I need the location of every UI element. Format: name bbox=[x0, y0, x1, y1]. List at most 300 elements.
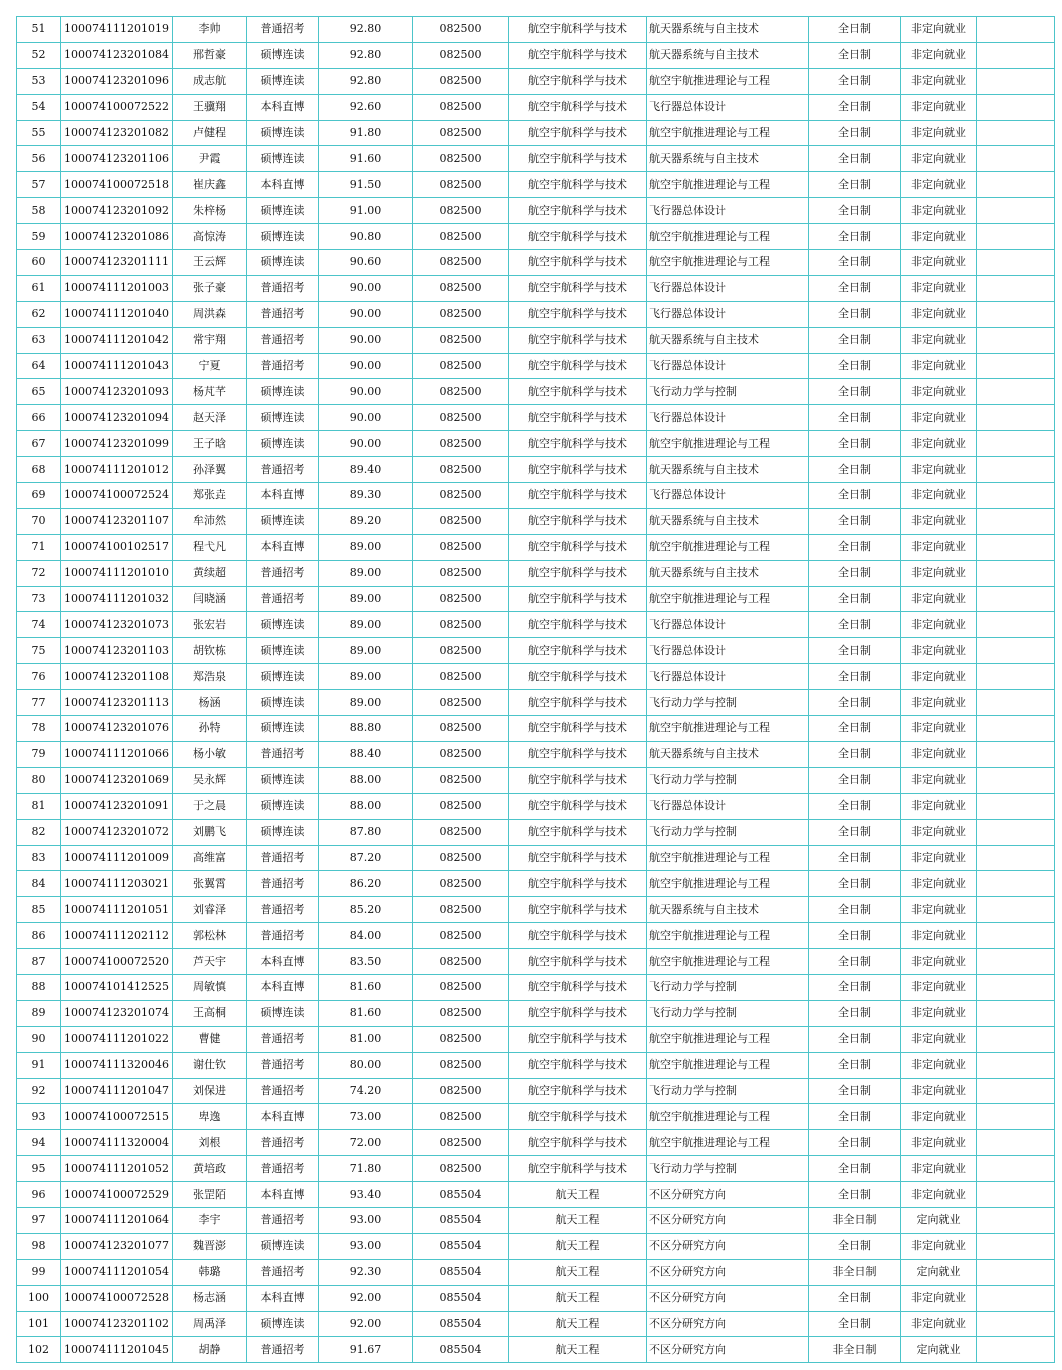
candidate-id-cell: 100074111201009 bbox=[61, 845, 173, 871]
score-cell: 89.00 bbox=[319, 586, 413, 612]
admission-type-cell: 硕博连读 bbox=[247, 379, 319, 405]
table-row bbox=[17, 68, 1055, 94]
candidate-id-cell: 100074111201045 bbox=[61, 1337, 173, 1363]
table-row bbox=[17, 120, 1055, 146]
name-cell: 王云辉 bbox=[173, 250, 247, 276]
major-code-cell: 085504 bbox=[413, 1311, 509, 1337]
admission-type-cell: 硕博连读 bbox=[247, 198, 319, 224]
employment-type-cell: 非定向就业 bbox=[901, 94, 977, 120]
remark-cell bbox=[977, 327, 1055, 353]
research-direction-cell: 飞行动力学与控制 bbox=[647, 767, 809, 793]
candidate-id-cell: 100074111201003 bbox=[61, 275, 173, 301]
major-name-cell: 航空宇航科学与技术 bbox=[509, 949, 647, 975]
table-row bbox=[17, 819, 1055, 845]
score-cell: 92.80 bbox=[319, 17, 413, 43]
remark-cell bbox=[977, 146, 1055, 172]
employment-type-cell: 非定向就业 bbox=[901, 586, 977, 612]
name-cell: 王子晗 bbox=[173, 431, 247, 457]
admission-type-cell: 本科直博 bbox=[247, 172, 319, 198]
study-mode-cell: 全日制 bbox=[809, 1311, 901, 1337]
remark-cell bbox=[977, 845, 1055, 871]
candidate-id-cell: 100074123201082 bbox=[61, 120, 173, 146]
employment-type-cell: 非定向就业 bbox=[901, 638, 977, 664]
candidate-id-cell: 100074123201113 bbox=[61, 690, 173, 716]
study-mode-cell: 全日制 bbox=[809, 146, 901, 172]
major-code-cell: 082500 bbox=[413, 534, 509, 560]
seq-cell: 87 bbox=[17, 949, 61, 975]
seq-cell: 77 bbox=[17, 690, 61, 716]
seq-cell: 96 bbox=[17, 1182, 61, 1208]
remark-cell bbox=[977, 974, 1055, 1000]
table-row bbox=[17, 974, 1055, 1000]
research-direction-cell: 航空宇航推进理论与工程 bbox=[647, 871, 809, 897]
table-row bbox=[17, 1130, 1055, 1156]
candidate-id-cell: 100074123201108 bbox=[61, 664, 173, 690]
score-cell: 81.60 bbox=[319, 1000, 413, 1026]
candidate-id-cell: 100074111320004 bbox=[61, 1130, 173, 1156]
major-code-cell: 085504 bbox=[413, 1259, 509, 1285]
score-cell: 88.40 bbox=[319, 741, 413, 767]
research-direction-cell: 飞行动力学与控制 bbox=[647, 379, 809, 405]
candidate-id-cell: 100074123201076 bbox=[61, 716, 173, 742]
study-mode-cell: 全日制 bbox=[809, 198, 901, 224]
remark-cell bbox=[977, 793, 1055, 819]
name-cell: 赵天泽 bbox=[173, 405, 247, 431]
study-mode-cell: 全日制 bbox=[809, 819, 901, 845]
remark-cell bbox=[977, 1156, 1055, 1182]
major-name-cell: 航空宇航科学与技术 bbox=[509, 534, 647, 560]
research-direction-cell: 航天器系统与自主技术 bbox=[647, 560, 809, 586]
admission-type-cell: 本科直博 bbox=[247, 483, 319, 509]
employment-type-cell: 非定向就业 bbox=[901, 301, 977, 327]
score-cell: 89.00 bbox=[319, 560, 413, 586]
admission-type-cell: 硕博连读 bbox=[247, 1311, 319, 1337]
study-mode-cell: 全日制 bbox=[809, 1026, 901, 1052]
name-cell: 郑浩泉 bbox=[173, 664, 247, 690]
name-cell: 崔庆鑫 bbox=[173, 172, 247, 198]
major-code-cell: 082500 bbox=[413, 353, 509, 379]
score-cell: 90.00 bbox=[319, 327, 413, 353]
name-cell: 刘保进 bbox=[173, 1078, 247, 1104]
research-direction-cell: 飞行器总体设计 bbox=[647, 353, 809, 379]
score-cell: 81.60 bbox=[319, 974, 413, 1000]
seq-cell: 92 bbox=[17, 1078, 61, 1104]
remark-cell bbox=[977, 1207, 1055, 1233]
score-cell: 92.00 bbox=[319, 1285, 413, 1311]
study-mode-cell: 全日制 bbox=[809, 690, 901, 716]
major-name-cell: 航天工程 bbox=[509, 1285, 647, 1311]
table-row bbox=[17, 1207, 1055, 1233]
admission-type-cell: 本科直博 bbox=[247, 534, 319, 560]
research-direction-cell: 航空宇航推进理论与工程 bbox=[647, 250, 809, 276]
research-direction-cell: 航空宇航推进理论与工程 bbox=[647, 1026, 809, 1052]
admission-type-cell: 硕博连读 bbox=[247, 508, 319, 534]
score-cell: 87.80 bbox=[319, 819, 413, 845]
name-cell: 李宇 bbox=[173, 1207, 247, 1233]
research-direction-cell: 不区分研究方向 bbox=[647, 1207, 809, 1233]
research-direction-cell: 航空宇航推进理论与工程 bbox=[647, 534, 809, 560]
research-direction-cell: 飞行器总体设计 bbox=[647, 638, 809, 664]
study-mode-cell: 全日制 bbox=[809, 1233, 901, 1259]
major-name-cell: 航空宇航科学与技术 bbox=[509, 690, 647, 716]
score-cell: 90.00 bbox=[319, 405, 413, 431]
candidate-id-cell: 100074100072522 bbox=[61, 94, 173, 120]
remark-cell bbox=[977, 690, 1055, 716]
major-code-cell: 082500 bbox=[413, 612, 509, 638]
name-cell: 谢仕钦 bbox=[173, 1052, 247, 1078]
major-code-cell: 085504 bbox=[413, 1182, 509, 1208]
remark-cell bbox=[977, 664, 1055, 690]
major-code-cell: 082500 bbox=[413, 741, 509, 767]
candidate-id-cell: 100074123201069 bbox=[61, 767, 173, 793]
candidate-id-cell: 100074123201073 bbox=[61, 612, 173, 638]
admission-type-cell: 普通招考 bbox=[247, 560, 319, 586]
research-direction-cell: 飞行器总体设计 bbox=[647, 405, 809, 431]
admission-type-cell: 普通招考 bbox=[247, 1156, 319, 1182]
score-cell: 90.00 bbox=[319, 353, 413, 379]
score-cell: 92.80 bbox=[319, 68, 413, 94]
seq-cell: 89 bbox=[17, 1000, 61, 1026]
employment-type-cell: 非定向就业 bbox=[901, 923, 977, 949]
admission-type-cell: 硕博连读 bbox=[247, 690, 319, 716]
table-row bbox=[17, 612, 1055, 638]
major-code-cell: 082500 bbox=[413, 508, 509, 534]
major-code-cell: 082500 bbox=[413, 1104, 509, 1130]
major-code-cell: 082500 bbox=[413, 845, 509, 871]
study-mode-cell: 全日制 bbox=[809, 1052, 901, 1078]
table-row bbox=[17, 1311, 1055, 1337]
score-cell: 90.00 bbox=[319, 301, 413, 327]
table-row bbox=[17, 301, 1055, 327]
employment-type-cell: 非定向就业 bbox=[901, 690, 977, 716]
research-direction-cell: 不区分研究方向 bbox=[647, 1285, 809, 1311]
major-code-cell: 082500 bbox=[413, 42, 509, 68]
candidate-id-cell: 100074111203021 bbox=[61, 871, 173, 897]
candidate-id-cell: 100074100102517 bbox=[61, 534, 173, 560]
study-mode-cell: 全日制 bbox=[809, 508, 901, 534]
table-row bbox=[17, 172, 1055, 198]
table-row bbox=[17, 664, 1055, 690]
remark-cell bbox=[977, 586, 1055, 612]
seq-cell: 70 bbox=[17, 508, 61, 534]
major-code-cell: 082500 bbox=[413, 327, 509, 353]
score-cell: 89.20 bbox=[319, 508, 413, 534]
admission-roster-table bbox=[16, 16, 1055, 1363]
candidate-id-cell: 100074123201072 bbox=[61, 819, 173, 845]
research-direction-cell: 航天器系统与自主技术 bbox=[647, 508, 809, 534]
employment-type-cell: 非定向就业 bbox=[901, 1130, 977, 1156]
candidate-id-cell: 100074111320046 bbox=[61, 1052, 173, 1078]
name-cell: 吴永辉 bbox=[173, 767, 247, 793]
study-mode-cell: 全日制 bbox=[809, 353, 901, 379]
employment-type-cell: 非定向就业 bbox=[901, 405, 977, 431]
name-cell: 刘根 bbox=[173, 1130, 247, 1156]
admission-type-cell: 硕博连读 bbox=[247, 405, 319, 431]
major-name-cell: 航空宇航科学与技术 bbox=[509, 1130, 647, 1156]
candidate-id-cell: 100074123201099 bbox=[61, 431, 173, 457]
seq-cell: 82 bbox=[17, 819, 61, 845]
major-name-cell: 航空宇航科学与技术 bbox=[509, 250, 647, 276]
major-name-cell: 航天工程 bbox=[509, 1233, 647, 1259]
name-cell: 郑张垚 bbox=[173, 483, 247, 509]
score-cell: 81.00 bbox=[319, 1026, 413, 1052]
name-cell: 张翼霄 bbox=[173, 871, 247, 897]
remark-cell bbox=[977, 120, 1055, 146]
score-cell: 88.00 bbox=[319, 793, 413, 819]
score-cell: 92.00 bbox=[319, 1311, 413, 1337]
major-code-cell: 082500 bbox=[413, 172, 509, 198]
seq-cell: 64 bbox=[17, 353, 61, 379]
major-name-cell: 航空宇航科学与技术 bbox=[509, 146, 647, 172]
major-code-cell: 082500 bbox=[413, 301, 509, 327]
name-cell: 王高桐 bbox=[173, 1000, 247, 1026]
seq-cell: 75 bbox=[17, 638, 61, 664]
name-cell: 孙特 bbox=[173, 716, 247, 742]
table-row bbox=[17, 198, 1055, 224]
table-row bbox=[17, 586, 1055, 612]
employment-type-cell: 非定向就业 bbox=[901, 483, 977, 509]
major-code-cell: 082500 bbox=[413, 638, 509, 664]
admission-type-cell: 硕博连读 bbox=[247, 612, 319, 638]
study-mode-cell: 全日制 bbox=[809, 974, 901, 1000]
name-cell: 李帅 bbox=[173, 17, 247, 43]
admission-type-cell: 硕博连读 bbox=[247, 431, 319, 457]
seq-cell: 67 bbox=[17, 431, 61, 457]
candidate-id-cell: 100074123201091 bbox=[61, 793, 173, 819]
score-cell: 91.50 bbox=[319, 172, 413, 198]
seq-cell: 101 bbox=[17, 1311, 61, 1337]
name-cell: 杨涵 bbox=[173, 690, 247, 716]
candidate-id-cell: 100074111201064 bbox=[61, 1207, 173, 1233]
major-name-cell: 航空宇航科学与技术 bbox=[509, 586, 647, 612]
table-row bbox=[17, 690, 1055, 716]
employment-type-cell: 非定向就业 bbox=[901, 17, 977, 43]
employment-type-cell: 非定向就业 bbox=[901, 1182, 977, 1208]
study-mode-cell: 全日制 bbox=[809, 767, 901, 793]
major-code-cell: 082500 bbox=[413, 871, 509, 897]
name-cell: 魏晋澎 bbox=[173, 1233, 247, 1259]
name-cell: 孙泽翼 bbox=[173, 457, 247, 483]
study-mode-cell: 全日制 bbox=[809, 483, 901, 509]
research-direction-cell: 不区分研究方向 bbox=[647, 1233, 809, 1259]
candidate-id-cell: 100074100072518 bbox=[61, 172, 173, 198]
admission-type-cell: 本科直博 bbox=[247, 1104, 319, 1130]
study-mode-cell: 全日制 bbox=[809, 1182, 901, 1208]
seq-cell: 66 bbox=[17, 405, 61, 431]
table-row bbox=[17, 1078, 1055, 1104]
remark-cell bbox=[977, 534, 1055, 560]
study-mode-cell: 全日制 bbox=[809, 379, 901, 405]
seq-cell: 84 bbox=[17, 871, 61, 897]
remark-cell bbox=[977, 767, 1055, 793]
major-name-cell: 航天工程 bbox=[509, 1182, 647, 1208]
score-cell: 90.80 bbox=[319, 224, 413, 250]
admission-type-cell: 硕博连读 bbox=[247, 638, 319, 664]
name-cell: 芦天宇 bbox=[173, 949, 247, 975]
score-cell: 86.20 bbox=[319, 871, 413, 897]
seq-cell: 83 bbox=[17, 845, 61, 871]
admission-type-cell: 硕博连读 bbox=[247, 146, 319, 172]
name-cell: 周敏慎 bbox=[173, 974, 247, 1000]
table-row bbox=[17, 94, 1055, 120]
major-name-cell: 航空宇航科学与技术 bbox=[509, 819, 647, 845]
seq-cell: 54 bbox=[17, 94, 61, 120]
table-row bbox=[17, 353, 1055, 379]
major-name-cell: 航空宇航科学与技术 bbox=[509, 974, 647, 1000]
research-direction-cell: 飞行器总体设计 bbox=[647, 94, 809, 120]
admission-type-cell: 硕博连读 bbox=[247, 68, 319, 94]
name-cell: 刘睿泽 bbox=[173, 897, 247, 923]
admission-type-cell: 普通招考 bbox=[247, 1259, 319, 1285]
research-direction-cell: 不区分研究方向 bbox=[647, 1182, 809, 1208]
major-code-cell: 082500 bbox=[413, 94, 509, 120]
table-row bbox=[17, 250, 1055, 276]
table-row bbox=[17, 431, 1055, 457]
research-direction-cell: 航空宇航推进理论与工程 bbox=[647, 923, 809, 949]
employment-type-cell: 定向就业 bbox=[901, 1337, 977, 1363]
score-cell: 74.20 bbox=[319, 1078, 413, 1104]
remark-cell bbox=[977, 457, 1055, 483]
name-cell: 杨芃芊 bbox=[173, 379, 247, 405]
candidate-id-cell: 100074123201103 bbox=[61, 638, 173, 664]
remark-cell bbox=[977, 1285, 1055, 1311]
employment-type-cell: 非定向就业 bbox=[901, 275, 977, 301]
name-cell: 常宇翔 bbox=[173, 327, 247, 353]
name-cell: 卢健程 bbox=[173, 120, 247, 146]
table-row bbox=[17, 845, 1055, 871]
major-name-cell: 航空宇航科学与技术 bbox=[509, 1078, 647, 1104]
candidate-id-cell: 100074111201042 bbox=[61, 327, 173, 353]
admission-type-cell: 普通招考 bbox=[247, 1052, 319, 1078]
research-direction-cell: 航空宇航推进理论与工程 bbox=[647, 120, 809, 146]
admission-type-cell: 普通招考 bbox=[247, 1207, 319, 1233]
name-cell: 张罡陌 bbox=[173, 1182, 247, 1208]
remark-cell bbox=[977, 405, 1055, 431]
research-direction-cell: 飞行动力学与控制 bbox=[647, 1078, 809, 1104]
study-mode-cell: 全日制 bbox=[809, 741, 901, 767]
study-mode-cell: 全日制 bbox=[809, 224, 901, 250]
admission-type-cell: 硕博连读 bbox=[247, 664, 319, 690]
employment-type-cell: 非定向就业 bbox=[901, 224, 977, 250]
remark-cell bbox=[977, 612, 1055, 638]
major-code-cell: 082500 bbox=[413, 1000, 509, 1026]
major-name-cell: 航空宇航科学与技术 bbox=[509, 198, 647, 224]
remark-cell bbox=[977, 508, 1055, 534]
score-cell: 91.67 bbox=[319, 1337, 413, 1363]
major-name-cell: 航天工程 bbox=[509, 1207, 647, 1233]
major-code-cell: 085504 bbox=[413, 1233, 509, 1259]
seq-cell: 93 bbox=[17, 1104, 61, 1130]
name-cell: 周洪森 bbox=[173, 301, 247, 327]
study-mode-cell: 全日制 bbox=[809, 1104, 901, 1130]
admission-type-cell: 本科直博 bbox=[247, 1285, 319, 1311]
major-name-cell: 航空宇航科学与技术 bbox=[509, 68, 647, 94]
employment-type-cell: 非定向就业 bbox=[901, 560, 977, 586]
table-row bbox=[17, 275, 1055, 301]
name-cell: 胡钦栋 bbox=[173, 638, 247, 664]
major-name-cell: 航空宇航科学与技术 bbox=[509, 923, 647, 949]
research-direction-cell: 不区分研究方向 bbox=[647, 1311, 809, 1337]
score-cell: 89.00 bbox=[319, 664, 413, 690]
remark-cell bbox=[977, 1078, 1055, 1104]
remark-cell bbox=[977, 275, 1055, 301]
major-code-cell: 082500 bbox=[413, 716, 509, 742]
study-mode-cell: 全日制 bbox=[809, 431, 901, 457]
research-direction-cell: 飞行器总体设计 bbox=[647, 483, 809, 509]
study-mode-cell: 全日制 bbox=[809, 68, 901, 94]
study-mode-cell: 全日制 bbox=[809, 42, 901, 68]
candidate-id-cell: 100074123201092 bbox=[61, 198, 173, 224]
seq-cell: 59 bbox=[17, 224, 61, 250]
admission-type-cell: 普通招考 bbox=[247, 741, 319, 767]
major-name-cell: 航空宇航科学与技术 bbox=[509, 94, 647, 120]
admission-type-cell: 硕博连读 bbox=[247, 819, 319, 845]
major-code-cell: 082500 bbox=[413, 1078, 509, 1104]
major-name-cell: 航空宇航科学与技术 bbox=[509, 716, 647, 742]
research-direction-cell: 航空宇航推进理论与工程 bbox=[647, 431, 809, 457]
major-name-cell: 航空宇航科学与技术 bbox=[509, 664, 647, 690]
remark-cell bbox=[977, 1104, 1055, 1130]
remark-cell bbox=[977, 923, 1055, 949]
name-cell: 卑逸 bbox=[173, 1104, 247, 1130]
name-cell: 韩璐 bbox=[173, 1259, 247, 1285]
admission-type-cell: 硕博连读 bbox=[247, 42, 319, 68]
seq-cell: 88 bbox=[17, 974, 61, 1000]
name-cell: 胡静 bbox=[173, 1337, 247, 1363]
major-code-cell: 082500 bbox=[413, 949, 509, 975]
major-code-cell: 082500 bbox=[413, 431, 509, 457]
candidate-id-cell: 100074100072524 bbox=[61, 483, 173, 509]
name-cell: 王骥翔 bbox=[173, 94, 247, 120]
remark-cell bbox=[977, 741, 1055, 767]
research-direction-cell: 飞行器总体设计 bbox=[647, 275, 809, 301]
candidate-id-cell: 100074100072528 bbox=[61, 1285, 173, 1311]
employment-type-cell: 非定向就业 bbox=[901, 871, 977, 897]
major-code-cell: 082500 bbox=[413, 250, 509, 276]
name-cell: 张子豪 bbox=[173, 275, 247, 301]
candidate-id-cell: 100074111202112 bbox=[61, 923, 173, 949]
seq-cell: 78 bbox=[17, 716, 61, 742]
major-code-cell: 082500 bbox=[413, 457, 509, 483]
candidate-id-cell: 100074111201052 bbox=[61, 1156, 173, 1182]
major-name-cell: 航空宇航科学与技术 bbox=[509, 871, 647, 897]
seq-cell: 69 bbox=[17, 483, 61, 509]
score-cell: 93.00 bbox=[319, 1207, 413, 1233]
major-name-cell: 航空宇航科学与技术 bbox=[509, 120, 647, 146]
research-direction-cell: 航空宇航推进理论与工程 bbox=[647, 224, 809, 250]
candidate-id-cell: 100074100072520 bbox=[61, 949, 173, 975]
table-row bbox=[17, 793, 1055, 819]
seq-cell: 72 bbox=[17, 560, 61, 586]
major-name-cell: 航空宇航科学与技术 bbox=[509, 1156, 647, 1182]
candidate-id-cell: 100074111201066 bbox=[61, 741, 173, 767]
seq-cell: 51 bbox=[17, 17, 61, 43]
table-row bbox=[17, 1156, 1055, 1182]
research-direction-cell: 航空宇航推进理论与工程 bbox=[647, 68, 809, 94]
remark-cell bbox=[977, 1182, 1055, 1208]
research-direction-cell: 航空宇航推进理论与工程 bbox=[647, 1052, 809, 1078]
research-direction-cell: 飞行器总体设计 bbox=[647, 198, 809, 224]
study-mode-cell: 全日制 bbox=[809, 327, 901, 353]
employment-type-cell: 非定向就业 bbox=[901, 974, 977, 1000]
research-direction-cell: 航空宇航推进理论与工程 bbox=[647, 845, 809, 871]
major-code-cell: 082500 bbox=[413, 120, 509, 146]
employment-type-cell: 非定向就业 bbox=[901, 379, 977, 405]
table-row bbox=[17, 1337, 1055, 1363]
major-name-cell: 航空宇航科学与技术 bbox=[509, 17, 647, 43]
study-mode-cell: 非全日制 bbox=[809, 1259, 901, 1285]
major-name-cell: 航空宇航科学与技术 bbox=[509, 353, 647, 379]
